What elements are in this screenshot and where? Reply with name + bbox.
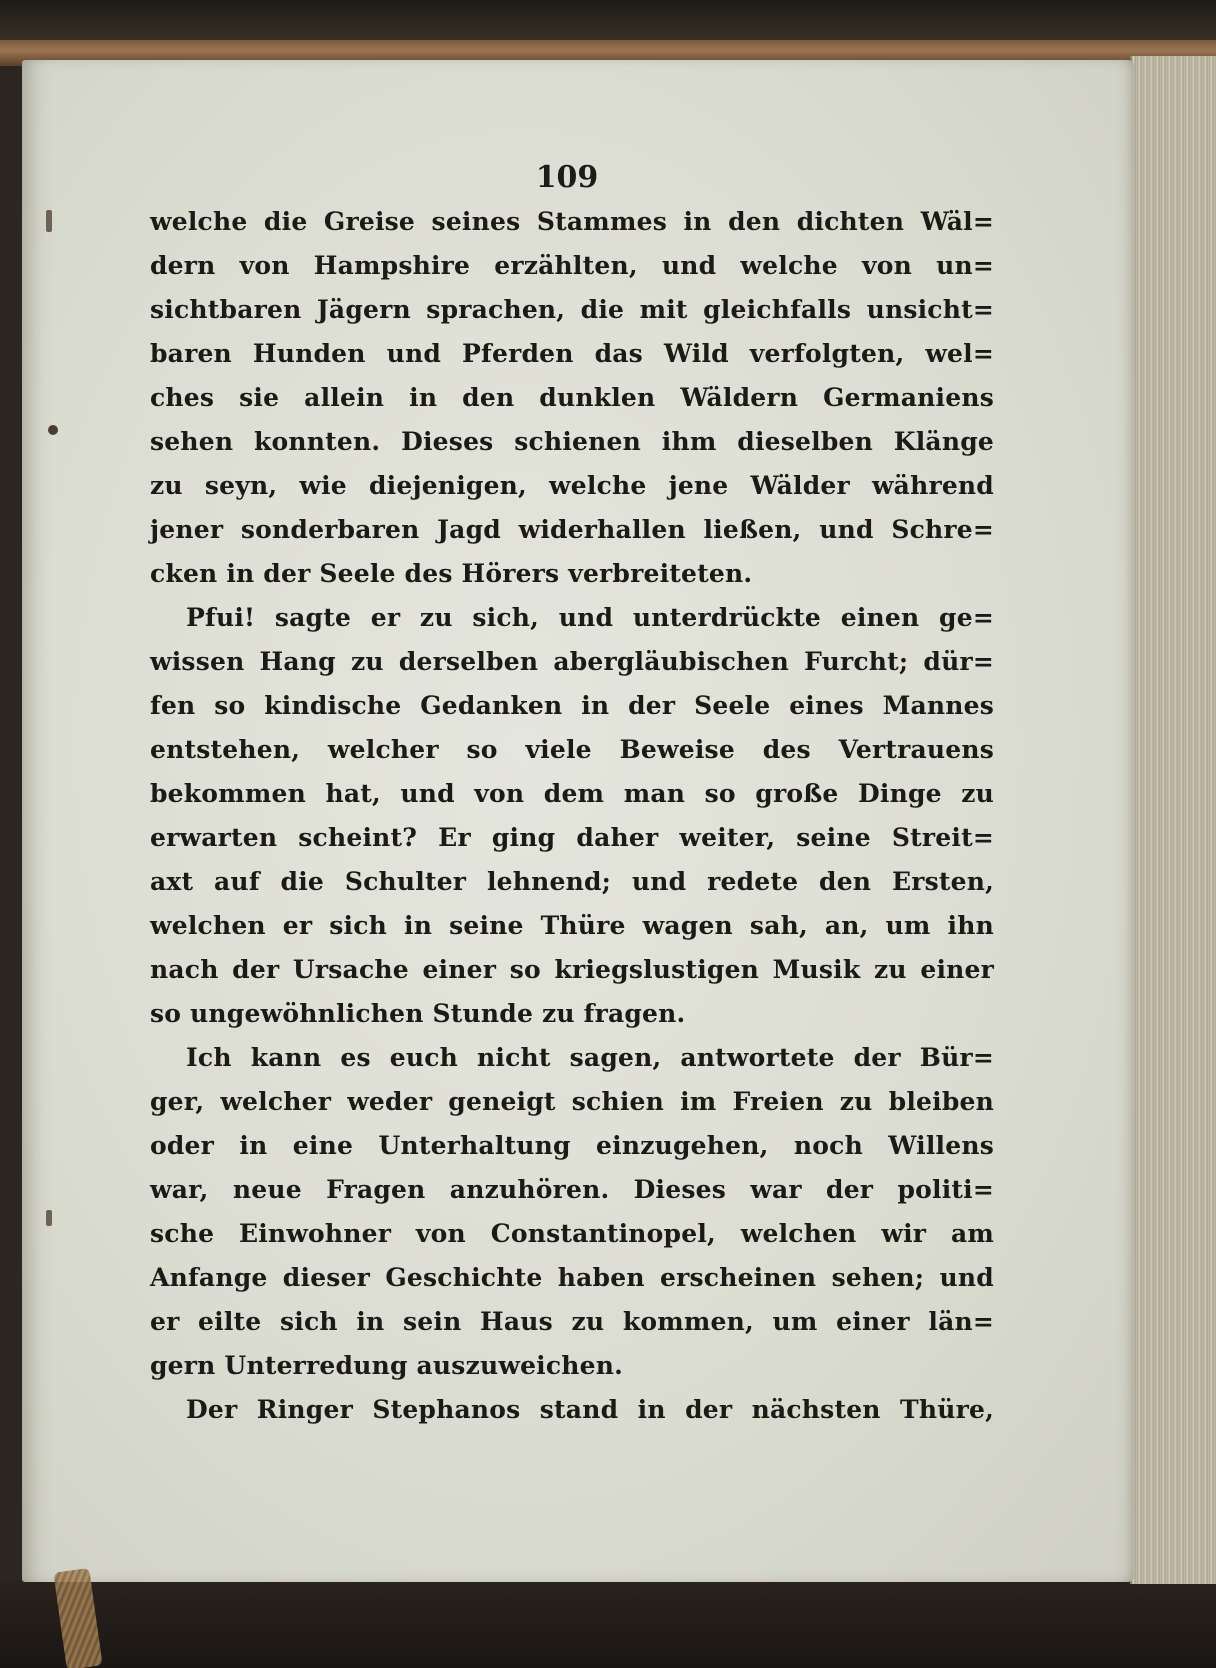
text-line: welchen er sich in seine Thüre wagen sah, an, um ihn (150, 911, 994, 940)
text-line: er eilte sich in sein Haus zu kommen, um einer län= (150, 1307, 994, 1336)
text-line: baren Hunden und Pferden das Wild verfolgten, wel= (150, 339, 994, 368)
gutter-dot (48, 425, 58, 435)
text-line: cken in der Seele des Hörers verbreiteten. (150, 559, 753, 588)
text-line: jener sonderbaren Jagd widerhallen ließen, und Schre= (150, 515, 994, 544)
text-line: welche die Greise seines Stammes in den dichten Wäl= (150, 207, 994, 236)
text-line: erwarten scheint? Er ging daher weiter, seine Streit= (150, 823, 994, 852)
text-line: wissen Hang zu derselben abergläubischen Furcht; dür= (150, 647, 994, 676)
page-number: 109 (535, 160, 599, 195)
body-text (150, 200, 994, 1432)
text-line: bekommen hat, und von dem man so große Dinge zu (150, 779, 994, 808)
text-line: ches sie allein in den dunklen Wäldern Germaniens (150, 383, 994, 412)
text-line: sche Einwohner von Constantinopel, welchen wir am (150, 1219, 994, 1248)
text-line: oder in eine Unterhaltung einzugehen, noch Willens (150, 1131, 994, 1160)
text-line: zu seyn, wie diejenigen, welche jene Wälder während (150, 471, 994, 500)
text-line: sehen konnten. Dieses schienen ihm dieselben Klänge (150, 427, 994, 456)
gutter-mark (46, 1210, 52, 1226)
text-line: sichtbaren Jägern sprachen, die mit gleichfalls unsicht= (150, 295, 994, 324)
paragraph-start-line: Ich kann es euch nicht sagen, antwortete der Bür= (186, 1043, 994, 1072)
text-line: nach der Ursache einer so kriegslustigen Musik zu einer (150, 955, 994, 984)
paragraph-start-line: Der Ringer Stephanos stand in der nächsten Thüre, (186, 1395, 994, 1424)
text-line: war, neue Fragen anzuhören. Dieses war der politi= (150, 1175, 994, 1204)
text-line: fen so kindische Gedanken in der Seele eines Mannes (150, 691, 994, 720)
text-line: Anfange dieser Geschichte haben erscheinen sehen; und (150, 1263, 994, 1292)
paragraph-start-line: Pfui! sagte er zu sich, und unterdrückte einen ge= (186, 603, 994, 632)
page-edges (1130, 56, 1216, 1584)
text-line: gern Unterredung auszuweichen. (150, 1351, 624, 1380)
text-line: ger, welcher weder geneigt schien im Freien zu bleiben (150, 1087, 994, 1116)
text-line: entstehen, welcher so viele Beweise des Vertrauens (150, 735, 994, 764)
text-line: axt auf die Schulter lehnend; und redete den Ersten, (150, 867, 994, 896)
table-background (0, 1580, 1216, 1668)
gutter-mark (46, 210, 52, 232)
text-line: dern von Hampshire erzählten, und welche von un= (150, 251, 994, 280)
text-line: so ungewöhnlichen Stunde zu fragen. (150, 999, 686, 1028)
